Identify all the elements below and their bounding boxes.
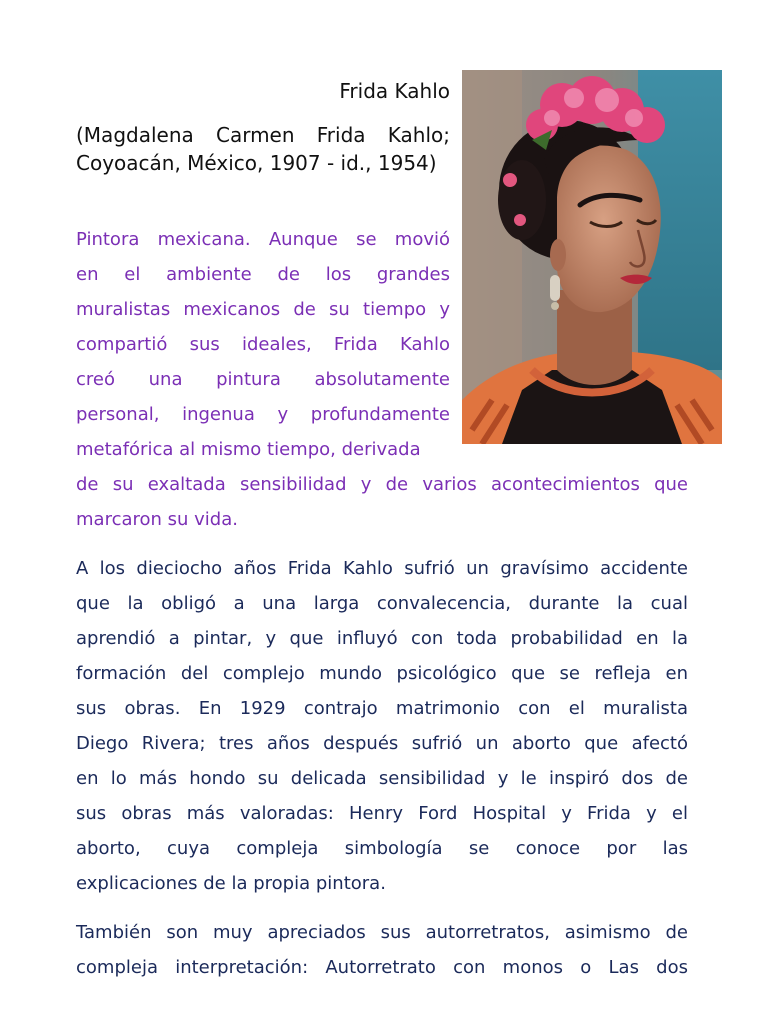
lead-line: marcaron su vida.: [76, 509, 238, 530]
text-line: aborto, cuya compleja simbología se conoce por las: [76, 838, 688, 859]
subtitle: (Magdalena Carmen Frida Kahlo; Coyoacán, México, 1907 - id., 1954): [76, 123, 450, 175]
lead-line: compartió sus ideales, Frida Kahlo: [76, 334, 450, 355]
text-line: sus obras más valoradas: Henry Ford Hospital y Frida y el: [76, 803, 688, 824]
lead-line: en el ambiente de los grandes: [76, 264, 450, 285]
lead-line: personal, ingenua y profundamente: [76, 404, 450, 425]
lead-line: metafórica al mismo tiempo, derivada: [76, 439, 421, 460]
text-line: Diego Rivera; tres años después sufrió un aborto que afectó: [76, 733, 688, 754]
text-line: explicaciones de la propia pintora.: [76, 873, 386, 894]
text-line: compleja interpretación: Autorretrato con monos o Las dos: [76, 957, 688, 978]
lead-line: de su exaltada sensibilidad y de varios acontecimientos que: [76, 474, 688, 495]
text-line: formación del complejo mundo psicológico que se refleja en: [76, 663, 688, 684]
text-line: en lo más hondo su delicada sensibilidad y le inspiró dos de: [76, 768, 688, 789]
text-line: A los dieciocho años Frida Kahlo sufrió un gravísimo accidente: [76, 558, 688, 579]
page-title: Frida Kahlo: [339, 79, 450, 103]
lead-line: muralistas mexicanos de su tiempo y: [76, 299, 450, 320]
text-line: También son muy apreciados sus autorretratos, asimismo de: [76, 922, 688, 943]
text-line: sus obras. En 1929 contrajo matrimonio con el muralista: [76, 698, 688, 719]
text-line: aprendió a pintar, y que influyó con toda probabilidad en la: [76, 628, 688, 649]
lead-line: Pintora mexicana. Aunque se movió: [76, 229, 450, 250]
body-paragraph-2: [76, 915, 688, 985]
lead-line: creó una pintura absolutamente: [76, 369, 450, 390]
lead-paragraph: [76, 222, 688, 537]
body-paragraph-1: [76, 551, 688, 901]
text-line: que la obligó a una larga convalecencia, durante la cual: [76, 593, 688, 614]
